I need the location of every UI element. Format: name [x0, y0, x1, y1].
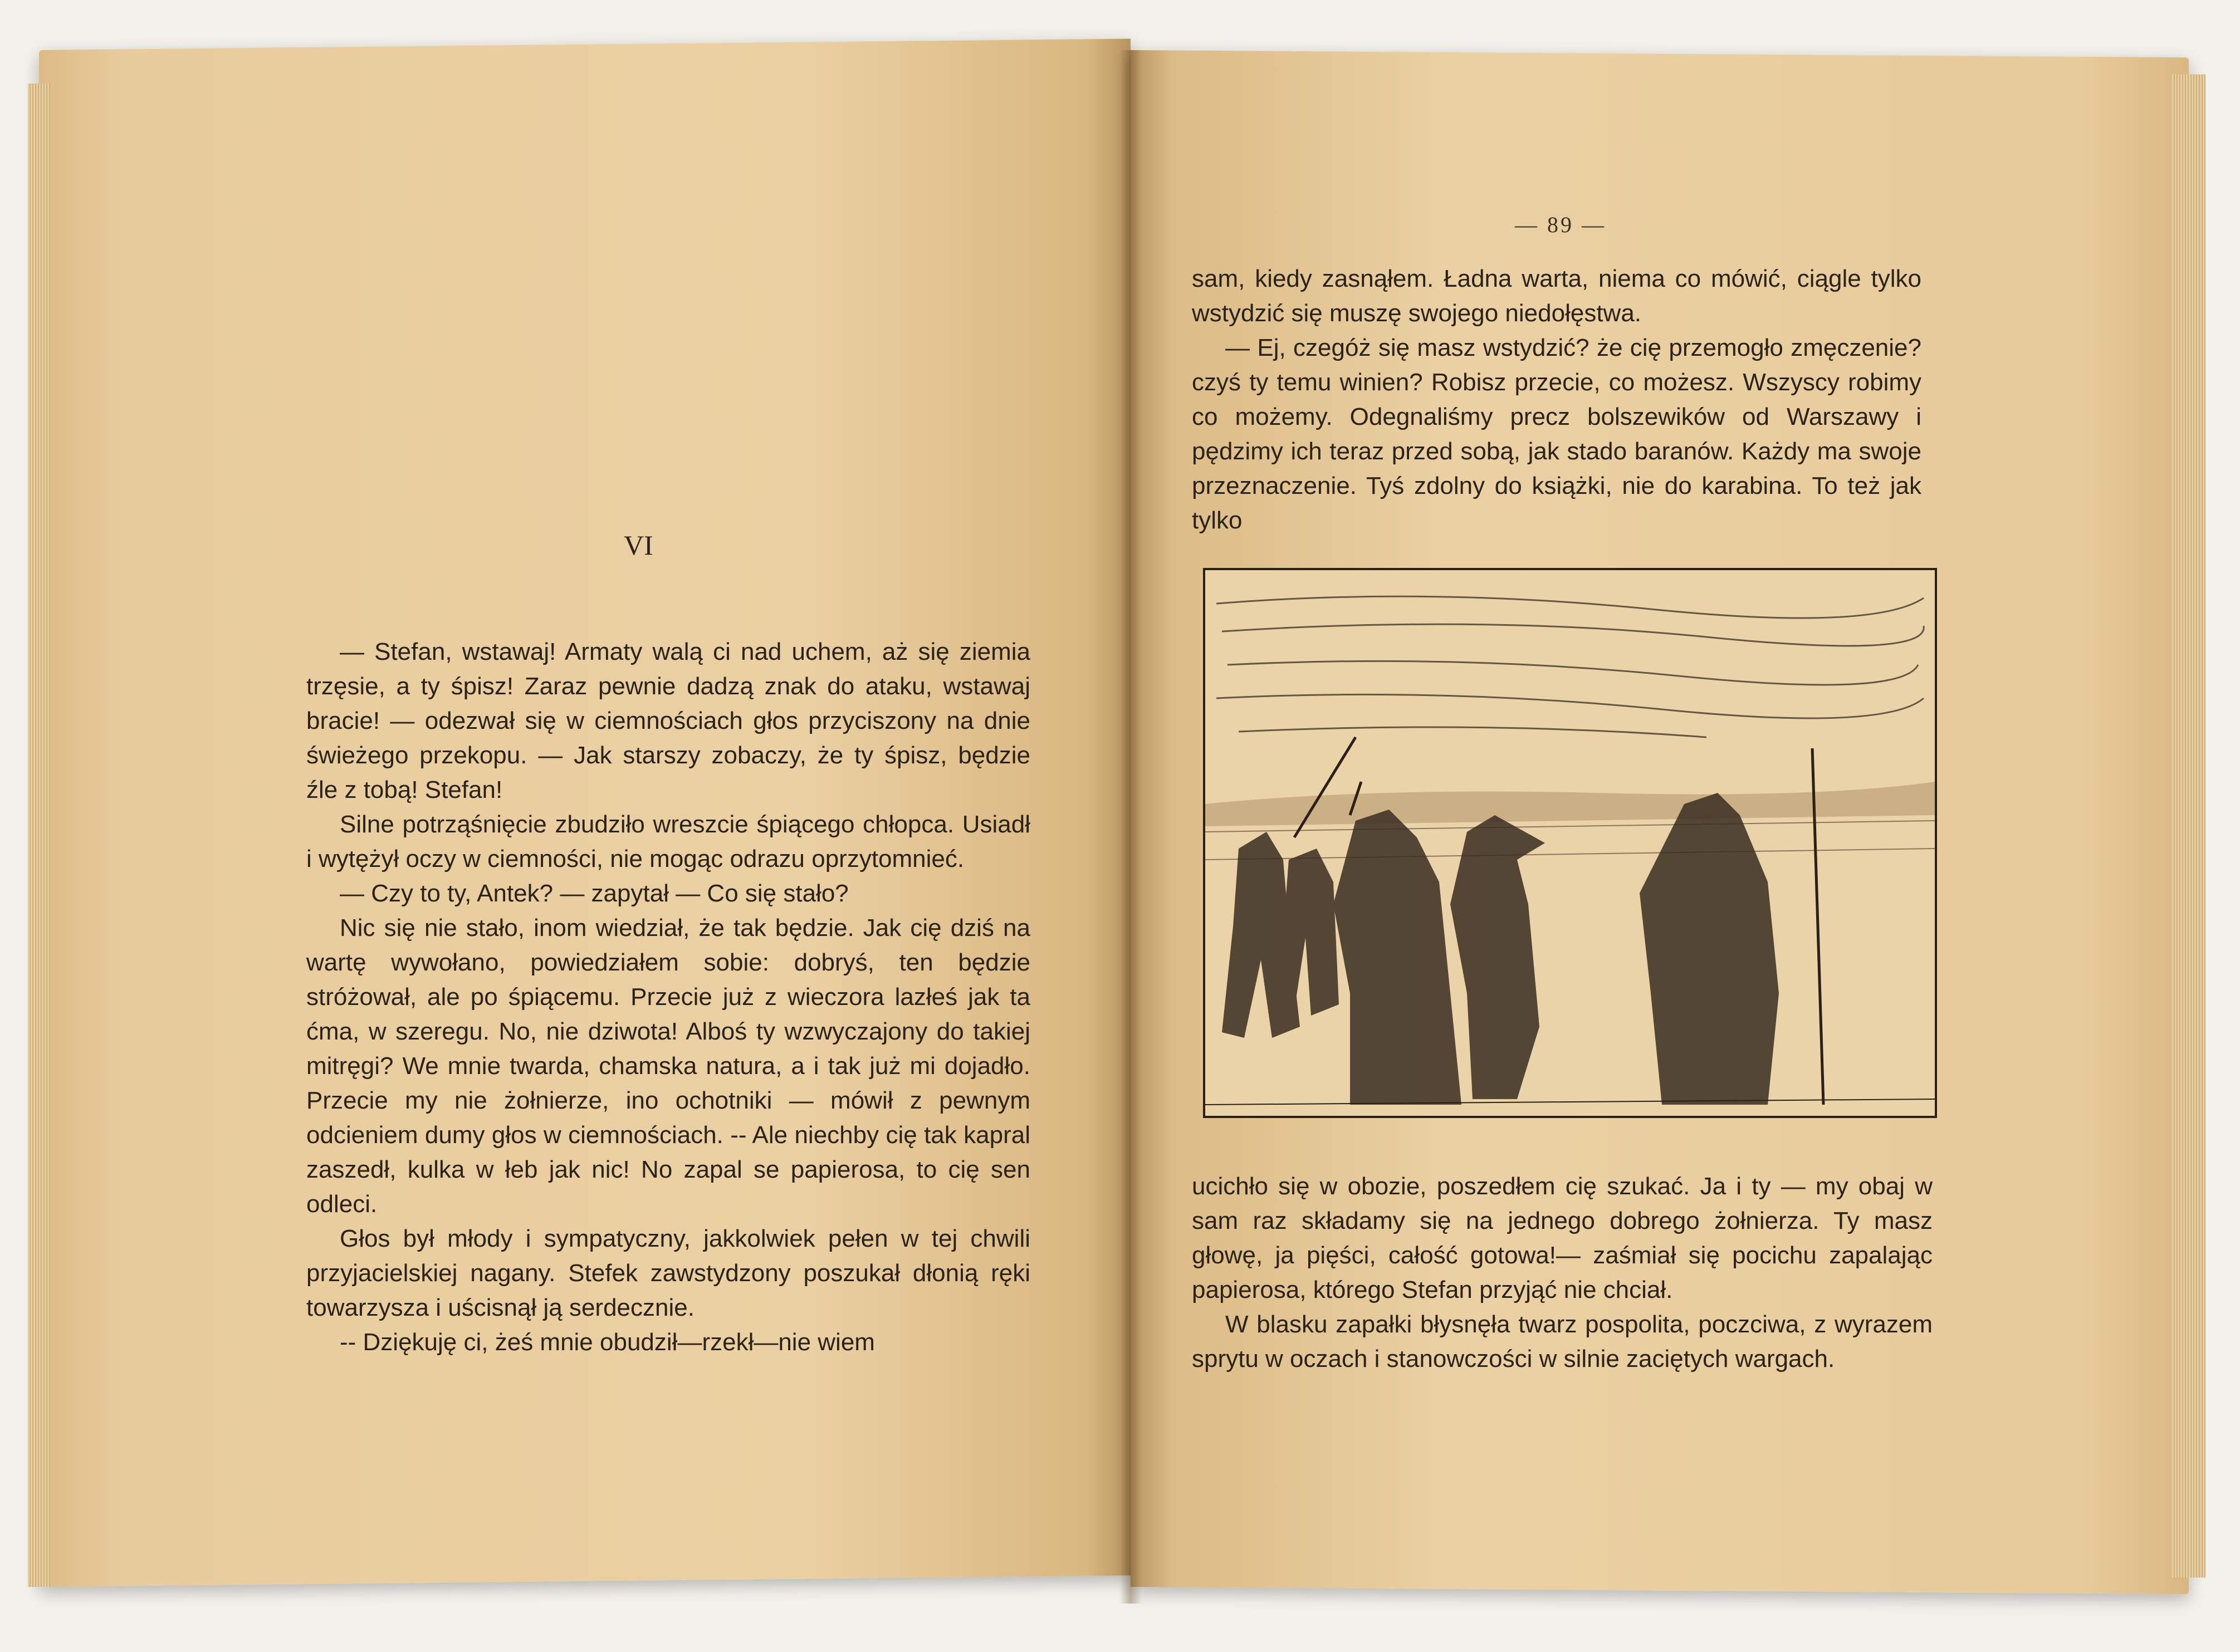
book-gutter	[1119, 50, 1142, 1604]
paragraph: — Czy to ty, Antek? — zapytał — Co się stało?	[340, 880, 849, 907]
paragraph: — Stefan, wstawaj! Armaty walą ci nad uchem, aż się ziemia trzęsie, a ty śpisz! Zaraz pewnie dadzą znak do ataku, wstawaj bracie! — odezwał się w ciemnościach głos przyciszony na dnie świeżego przekopu. — Jak starszy zobaczy, że ty śpisz, będzie źle z tobą! Stefan!	[306, 638, 1030, 803]
left-page-text	[306, 635, 1030, 1360]
paragraph: W blasku zapałki błysnęła twarz pospolita, poczciwa, z wyrazem sprytu w oczach i stanowczości w silnie zaciętych wargach.	[1192, 1311, 1933, 1372]
paragraph: ucichło się w obozie, poszedłem cię szukać. Ja i ty — my obaj w sam raz składamy się na jednego dobrego żołnierza. Ty masz głowę, ja pięści, całość gotowa!— zaśmiał się pocichu zapalając papierosa, którego Stefan przyjąć nie chciał.	[1192, 1173, 1933, 1303]
paragraph: Silne potrząśnięcie zbudziło wreszcie śpiącego chłopca. Usiadł i wytężył oczy w ciemności, nie mogąc odrazu oprzytomnieć.	[306, 811, 1030, 872]
paragraph: -- Dziękuję ci, żeś mnie obudził—rzekł—nie wiem	[340, 1329, 875, 1356]
soldiers-sketch-icon	[1205, 570, 1935, 1116]
paragraph: — Ej, czegóż się masz wstydzić? że cię przemogło zmęczenie? czyś ty temu winien? Robisz przecie, co możesz. Wszyscy robimy co możemy. Odegnaliśmy precz bolszewików od Warszawy i pędzimy ich teraz przed sobą, jak stado baranów. Każdy ma swoje przeznaczenie. Tyś zdolny do książki, nie do karabina. To też jak tylko	[1192, 334, 1921, 534]
chapter-number: VI	[624, 530, 653, 561]
paragraph: sam, kiedy zasnąłem. Ładna warta, niema co mówić, ciągle tylko wstydzić się muszę swojego niedołęstwa.	[1192, 265, 1921, 327]
right-page-text-top	[1192, 262, 1921, 538]
page-number: — 89 —	[1515, 212, 1606, 237]
right-page-edges	[2172, 74, 2205, 1577]
paragraph: Nic się nie stało, inom wiedział, że tak będzie. Jak cię dziś na wartę wywołano, powiedziałem sobie: dobryś, ten będzie stróżował, ale po śpiącemu. Przecie już z wieczora lazłeś jak ta ćma, w szeregu. No, nie dziwota! Alboś ty wzwyczajony do takiej mitręgi? We mnie twarda, chamska natura, a i tak już mi dojadło. Przecie my nie żołnierze, ino ochotniki — mówił z pewnym odcieniem dumy głos w ciemnościach. -- Ale niechby cię tak kapral zaszedł, kulka w łeb jak nic! No zapal se papierosa, to cię sen odleci.	[306, 914, 1030, 1218]
right-page-text-bottom	[1192, 1169, 1933, 1376]
illustration-soldiers	[1203, 568, 1937, 1118]
left-page-edges	[28, 84, 50, 1587]
paragraph: Głos był młody i sympatyczny, jakkolwiek pełen w tej chwili przyjacielskiej nagany. Stefek zawstydzony poszukał dłonią ręki towarzysza i uścisnął ją serdecznie.	[306, 1225, 1030, 1321]
